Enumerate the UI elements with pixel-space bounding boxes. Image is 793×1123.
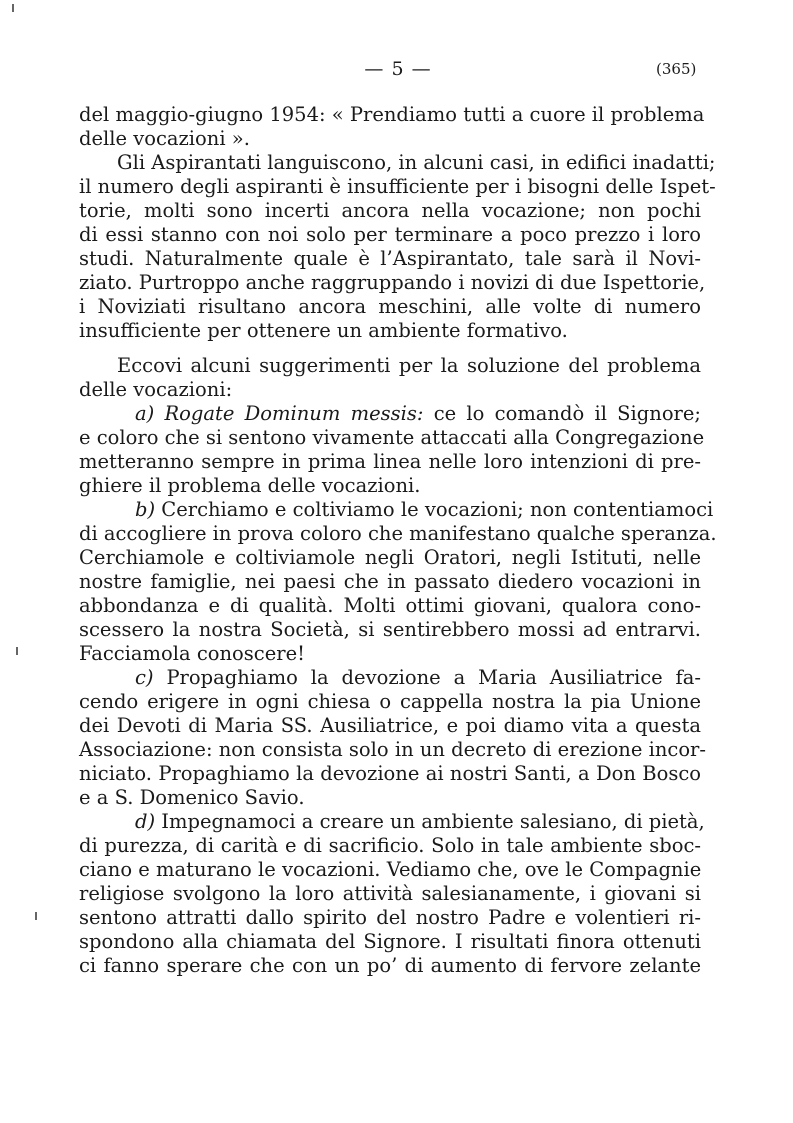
text-line: abbondanza e di qualità. Molti ottimi giovani, qualora cono-: [79, 594, 701, 617]
document-body: [79, 103, 717, 978]
text-line: torie, molti sono incerti ancora nella vocazione; non pochi: [79, 199, 701, 222]
text-line: studi. Naturalmente quale è l’Aspirantato, tale sarà il Novi-: [79, 247, 701, 270]
item-label: d): [135, 810, 156, 833]
text-line: il numero degli aspiranti è insufficiente per i bisogni delle Ispet-: [79, 175, 716, 198]
text-line: di essi stanno con noi solo per terminare a poco prezzo i loro: [79, 223, 701, 246]
text-line: Facciamola conoscere!: [79, 642, 305, 665]
text-line: ciano e maturano le vocazioni. Vediamo che, ove le Compagnie: [79, 858, 702, 881]
item-text: Cerchiamo e coltiviamo le vocazioni; non contentiamoci: [155, 498, 714, 521]
text-line: delle vocazioni:: [79, 378, 233, 401]
text-line: Associazione: non consista solo in un decreto di erezione incor-: [79, 738, 706, 761]
text-line: Eccovi alcuni suggerimenti per la soluzione del problema: [117, 354, 701, 377]
text-line: Cerchiamole e coltiviamole negli Oratori, negli Istituti, nelle: [79, 546, 701, 569]
text-line: [79, 810, 705, 834]
text-line: e coloro che si sentono vivamente attaccati alla Congregazione: [79, 426, 705, 449]
scan-mark: [16, 647, 18, 655]
item-label: a): [135, 402, 155, 425]
list-item-d: [79, 810, 705, 978]
scan-mark: [35, 912, 37, 920]
text-line: ghiere il problema delle vocazioni.: [79, 474, 421, 497]
text-line: dei Devoti di Maria SS. Ausiliatrice, e poi diamo vita a questa: [79, 714, 701, 737]
text-line: [79, 402, 701, 426]
item-label: b): [135, 498, 156, 521]
text-line: metteranno sempre in prima linea nelle loro intenzioni di pre-: [79, 450, 701, 473]
text-line: niciato. Propaghiamo la devozione ai nostri Santi, a Don Bosco: [79, 762, 701, 785]
item-text: ce lo comandò il Signore;: [423, 402, 701, 425]
text-line: religiose svolgono la loro attività salesianamente, i giovani si: [79, 882, 701, 905]
page-number: — 5 —: [364, 58, 432, 80]
item-title: Rogate Dominum messis:: [164, 402, 424, 425]
text-line: [79, 666, 701, 690]
list-item-a: [79, 402, 705, 498]
text-line: cendo erigere in ogni chiesa o cappella nostra la pia Unione: [79, 690, 701, 713]
page-header: [0, 58, 793, 82]
text-line: di purezza, di carità e di sacrificio. Solo in tale ambiente sboc-: [79, 834, 701, 857]
text-line: scessero la nostra Società, si sentirebbero mossi ad entrarvi.: [79, 618, 701, 641]
text-line: spondono alla chiamata del Signore. I risultati finora ottenuti: [79, 930, 701, 953]
text-line: Gli Aspirantati languiscono, in alcuni casi, in edifici inadatti;: [117, 151, 716, 174]
text-line: e a S. Domenico Savio.: [79, 786, 305, 809]
text-line: [79, 498, 714, 522]
text-line: del maggio-giugno 1954: « Prendiamo tutti a cuore il problema: [79, 103, 705, 126]
item-text: Propaghiamo la devozione a Maria Ausiliatrice fa-: [153, 666, 701, 689]
scan-mark: [12, 4, 14, 12]
item-text: Impegnamoci a creare un ambiente salesiano, di pietà,: [155, 810, 705, 833]
paragraph-suggerimenti: [79, 354, 701, 402]
page-reference: (365): [656, 60, 697, 78]
text-line: di accogliere in prova coloro che manifestano qualche speranza.: [79, 522, 717, 545]
text-line: delle vocazioni ».: [79, 127, 250, 150]
paragraph-quote: [79, 103, 705, 151]
text-line: ci fanno sperare che con un po’ di aumento di fervore zelante: [79, 954, 701, 977]
text-line: nostre famiglie, nei paesi che in passato diedero vocazioni in: [79, 570, 701, 593]
list-item-c: [79, 666, 706, 810]
text-line: insufficiente per ottenere un ambiente formativo.: [79, 319, 568, 342]
paragraph-aspirantati: [79, 151, 716, 343]
text-line: ziato. Purtroppo anche raggruppando i novizi di due Ispettorie,: [79, 271, 706, 294]
text-line: i Noviziati risultano ancora meschini, alle volte di numero: [79, 295, 701, 318]
item-label: c): [135, 666, 154, 689]
text-line: sentono attratti dallo spirito del nostro Padre e volentieri ri-: [79, 906, 701, 929]
list-item-b: [79, 498, 717, 666]
